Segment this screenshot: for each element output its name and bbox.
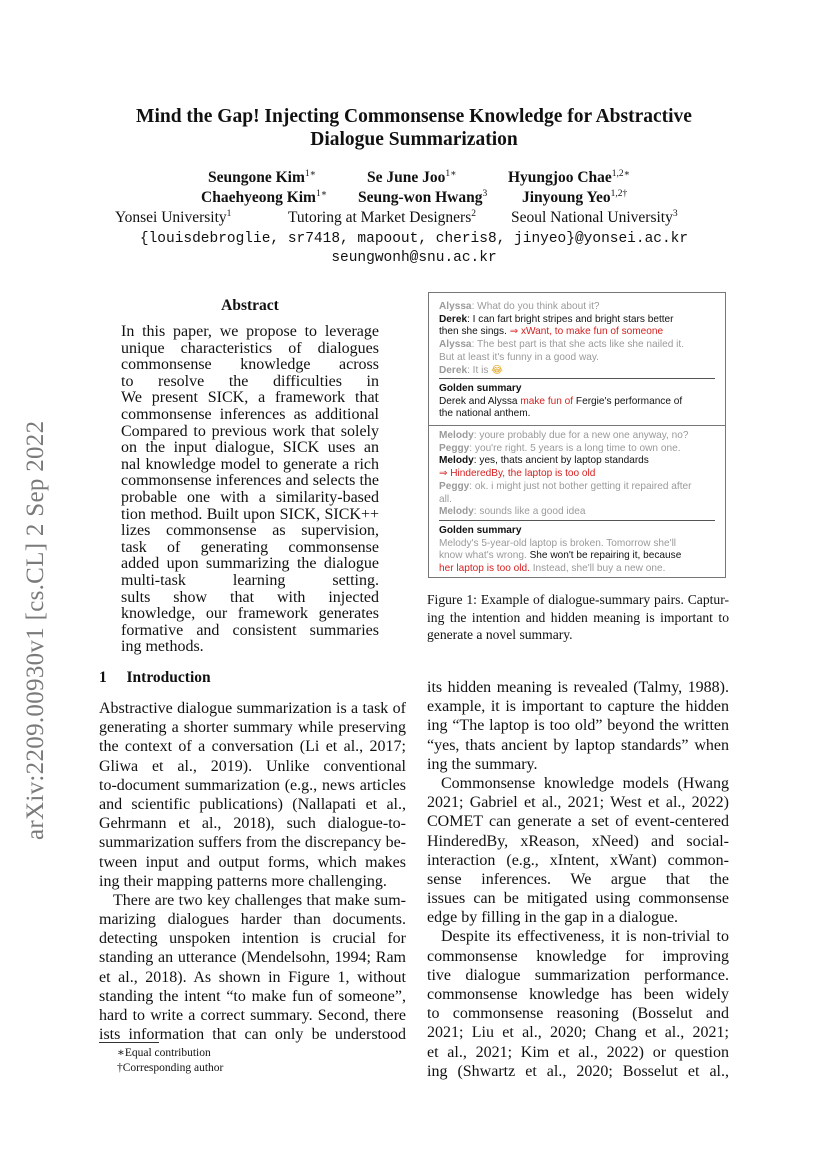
title-line: Mind the Gap! Injecting Commonsense Knowledge for Abstractive: [136, 106, 692, 127]
abstract-line: multi-task learning setting.: [121, 572, 379, 589]
title-line: Dialogue Summarization: [310, 129, 518, 150]
text-line: the context of a conversation (Li et al., 2017;: [99, 738, 406, 756]
paper-title: [100, 105, 728, 151]
abstract-line: We present SICK, a framework that: [121, 390, 379, 407]
summary-line: Melody's 5-year-old laptop is broken. Tomorrow she'll: [439, 537, 677, 549]
abstract-body: [121, 324, 379, 656]
text-line: 2021; Gabriel et al., 2021; West et al., 2022): [427, 794, 729, 812]
utterance: Melody: youre probably due for a new one anyway, no?: [439, 430, 689, 441]
text-line: issues can be mitigated using commonsense: [427, 890, 729, 908]
email-line: {louisdebroglie, sr7418, mapoout, cheris8, jinyeo}@yonsei.ac.kr: [139, 231, 689, 247]
utterance-text: I can fart bright stripes and bright stars better: [472, 313, 674, 325]
utterance: Derek: I can fart bright stripes and bright stars better: [439, 313, 674, 325]
golden-summary-label: Golden summary: [439, 525, 522, 536]
utterance: [439, 468, 715, 481]
author-block: [90, 168, 738, 268]
speaker-name: Melody: [439, 455, 474, 467]
text-line: and scientific publications) (Nallapati et al.,: [99, 795, 406, 813]
speaker-name: Peggy: [439, 480, 470, 492]
utterance: [439, 326, 715, 339]
speaker-name: Derek: [439, 313, 468, 325]
affiliation: Tutoring at Market Designers$^2$: [288, 209, 477, 226]
speaker-name: Derek: [439, 364, 468, 376]
abstract-line: on the input dialogue, SICK uses an: [121, 440, 379, 457]
text-line: tween input and output forms, which makes: [99, 853, 406, 871]
text-line: ists information that can only be understood: [99, 1026, 406, 1044]
speaker-name: Alyssa: [439, 339, 472, 351]
utterance-text: What do you think about it?: [477, 301, 600, 312]
caption-line: ing the intention and hidden meaning is important to: [427, 609, 729, 625]
text-line: et al., 2018). As shown in Figure 1, without: [99, 968, 406, 986]
intro-left-column: [99, 699, 406, 1044]
golden-summary-label: Golden summary: [439, 383, 522, 394]
text-line: HinderedBy, xReason, xNeed) and social-: [427, 832, 729, 850]
utterance-text: It is: [472, 364, 489, 376]
utterance: Alyssa: What do you think about it?: [439, 301, 600, 312]
text-line: hard to write a correct summary. Second, there: [99, 1007, 406, 1024]
divider: [439, 520, 715, 521]
author: Seungone Kim$^{1∗}$: [208, 169, 317, 186]
utterance-text: But at least it's funny in a good way.: [439, 351, 599, 363]
utterance-text: all.: [439, 493, 452, 505]
text-line: to-document summarization (e.g., news articles: [99, 776, 406, 794]
speaker-name: Peggy: [439, 442, 470, 454]
utterance-text: then she sings.: [439, 326, 507, 338]
text-line: its hidden meaning is revealed (Talmy, 1988).: [427, 679, 729, 696]
laughing-emoji-icon: 😂: [488, 364, 503, 376]
abstract-line: to resolve the difficulties in: [121, 373, 379, 390]
email-line: seungwonh@snu.ac.kr: [331, 250, 497, 266]
text-line: Gliwa et al., 2019). Unlike conventional: [99, 757, 406, 775]
author: Jinyoung Yeo$^{1,2\dagger}$: [522, 189, 628, 206]
abstract-line: nal knowledge model to generate a rich: [121, 456, 379, 473]
caption-line: generate a novel summary.: [427, 627, 573, 642]
text-line: detecting unspoken intention is crucial for: [99, 930, 406, 948]
summary-line: her laptop is too old. Instead, she'll buy a new one.: [439, 563, 666, 575]
section-title: Introduction: [126, 669, 211, 686]
abstract: [121, 297, 379, 656]
abstract-line: knowledge, our framework generates: [121, 606, 379, 623]
section-heading: [99, 669, 211, 687]
text-line: standing the intent “to make fun of someone”,: [99, 987, 406, 1005]
text-line: Gehrmann et al., 2018), such dialogue-to-: [99, 815, 406, 833]
utterance: Peggy: you're right. 5 years is a long time to own one.: [439, 442, 681, 454]
utterance: Derek: It is 😂: [439, 364, 503, 376]
text-line: tive dialogue summarization performance.: [427, 966, 729, 984]
utterance: Alyssa: The best part is that she acts like she nailed it.: [439, 339, 685, 351]
author: Seung-won Hwang$^3$: [358, 189, 488, 206]
text-line: Commonsense knowledge models (Hwang: [441, 774, 729, 792]
text-line: COMET can generate a set of event-centered: [427, 813, 729, 831]
abstract-line: unique characteristics of dialogues: [121, 340, 379, 357]
text-line: interaction (e.g., xIntent, xWant) common-: [427, 851, 729, 869]
utterance: Melody: sounds like a good idea: [439, 506, 586, 518]
text-line: ing their mapping patterns more challenging.: [99, 872, 387, 890]
text-line: ing (Shwartz et al., 2020; Bosselut et al.,: [427, 1062, 729, 1080]
golden-summary-2: [429, 525, 725, 576]
divider: [429, 425, 725, 426]
abstract-line: ing methods.: [121, 638, 204, 656]
speaker-name: Melody: [439, 506, 474, 518]
text-line: example, it is important to capture the hidden: [427, 698, 729, 716]
section-number: 1: [99, 669, 107, 686]
text-line: marizing dialogues harder than documents.: [99, 911, 406, 929]
abstract-line: sults show that with injected: [121, 589, 379, 606]
footnote-rule: [99, 1042, 159, 1043]
golden-summary-1: [429, 383, 725, 421]
affiliation: Seoul National University$^3$: [511, 209, 678, 226]
abstract-line: Compared to previous work that solely: [121, 423, 379, 440]
utterance-text: yes, thats ancient by laptop standards: [479, 455, 649, 467]
utterance-text: The best part is that she acts like she nailed it.: [477, 339, 685, 351]
utterance-text: you're right. 5 years is a long time to own one.: [474, 442, 681, 454]
text-line: Despite its effectiveness, it is non-trivial to: [441, 928, 729, 946]
author: Hyungjoo Chae$^{1,2∗}$: [508, 169, 631, 186]
text-line: to commonsense reasoning (Bosselut and: [427, 1005, 729, 1023]
figure-caption: [427, 591, 729, 644]
speaker-name: Alyssa: [439, 301, 472, 312]
intro-right-column: [427, 678, 729, 1081]
abstract-line: commonsense inferences as additional: [121, 406, 379, 423]
abstract-line: commonsense knowledge across: [121, 357, 379, 374]
abstract-title: Abstract: [221, 297, 279, 314]
commonsense-inference: ⇒ xWant, to make fun of someone: [506, 326, 664, 338]
summary-line: the national anthem.: [439, 408, 531, 420]
text-line: There are two key challenges that make sum-: [113, 891, 406, 909]
text-line: “yes, thats ancient by laptop standards” when: [427, 736, 729, 754]
footnote: †Corresponding author: [117, 1062, 224, 1074]
text-line: et al., 2021; Kim et al., 2022) or question: [427, 1043, 729, 1061]
summary-line: Derek and Alyssa make fun of Fergie's performance of: [439, 395, 683, 407]
utterance-text: sounds like a good idea: [479, 506, 586, 518]
abstract-line: lizes commonsense as supervision,: [121, 523, 379, 540]
text-line: commonsense knowledge has been widely: [427, 986, 729, 1003]
speaker-name: Melody: [439, 430, 474, 441]
text-line: summarization suffers from the discrepancy be-: [99, 834, 406, 852]
utterance-text: ok. i might just not bother getting it repaired after: [474, 480, 692, 492]
utterance: [439, 352, 715, 365]
affiliation: Yonsei University$^1$: [115, 209, 232, 226]
arxiv-stamp: arXiv:2209.00930v1 [cs.CL] 2 Sep 2022: [22, 420, 49, 840]
abstract-line: commonsense inferences and selects the: [121, 473, 379, 490]
text-line: Abstractive dialogue summarization is a task of: [99, 700, 406, 717]
figure-1: [428, 292, 726, 578]
text-line: sense inferences. We argue that the: [427, 870, 729, 888]
text-line: ing “The laptop is too old” beyond the written: [427, 717, 729, 735]
abstract-line: probable one with a similarity-based: [121, 489, 379, 506]
utterance: Peggy: ok. i might just not bother getting it repaired after: [439, 480, 692, 492]
commonsense-inference: ⇒ HinderedBy, the laptop is too old: [439, 468, 596, 480]
text-line: commonsense knowledge for improving: [427, 947, 729, 965]
divider: [439, 378, 715, 379]
dialogue-2: [429, 430, 725, 519]
text-line: 2021; Liu et al., 2020; Chang et al., 2021;: [427, 1024, 729, 1042]
text-line: edge by filling in the gap in a dialogue.: [427, 909, 679, 927]
summary-line: know what's wrong. She won't be repairing it, because: [439, 550, 682, 562]
author: Se June Joo$^{1∗}$: [367, 169, 457, 186]
abstract-line: added upon summarizing the dialogue: [121, 556, 379, 573]
abstract-line: task of generating commonsense: [121, 539, 379, 556]
text-line: ing the summary.: [427, 755, 538, 773]
abstract-line: In this paper, we propose to leverage: [121, 324, 379, 340]
footnote: ∗Equal contribution: [117, 1047, 211, 1059]
abstract-line: tion method. Built upon SICK, SICK++: [121, 506, 379, 523]
abstract-line: formative and consistent summaries: [121, 622, 379, 639]
utterance-text: youre probably due for a new one anyway, no?: [479, 430, 689, 441]
utterance: Melody: yes, thats ancient by laptop standards: [439, 455, 649, 467]
text-line: generating a shorter summary while preserving: [99, 719, 406, 737]
utterance: [439, 494, 715, 507]
caption-line: Figure 1: Example of dialogue-summary pairs. Captur-: [427, 592, 729, 607]
dialogue-1: [429, 301, 725, 377]
author: Chaehyeong Kim$^{1∗}$: [201, 189, 328, 206]
text-line: standing an utterance (Mendelsohn, 1994; Ram: [99, 949, 406, 967]
